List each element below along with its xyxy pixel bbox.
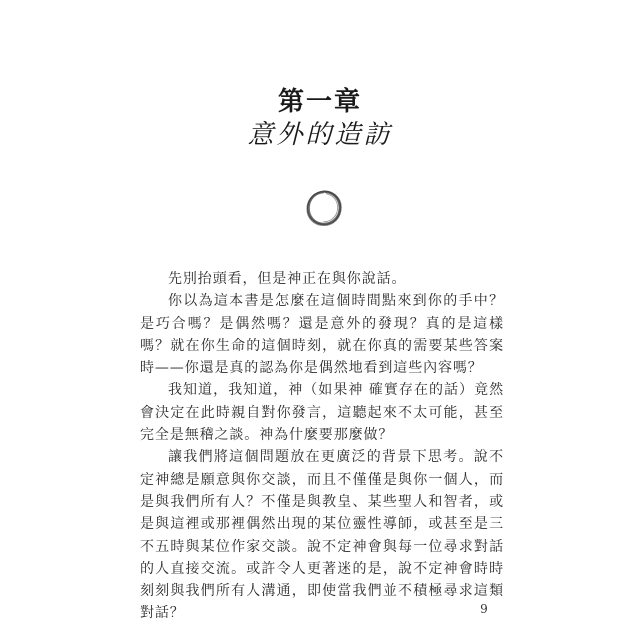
hand-drawn-circle-icon — [302, 186, 346, 230]
paragraph: 先別抬頭看，但是神正在與你說話。 — [168, 271, 407, 287]
page-number: 9 — [480, 602, 488, 616]
paragraph: 讓我們將這個問題放在更廣泛的背景下思考。說不定神總是願意與你交談，而且不僅僅是與你一個人，而是與我們所有人？不僅是與教皇、某些聖人和智者，或是與這裡或那裡偶然出現的某位靈性導師，或甚至是三不五時與某位作家交談。說不定神會與每一位尋求對話的人直接交流。或許令人更著迷的是，說不定神會時時刻刻與我們所有人溝通，即使當我們並不積極尋求這類對話？ — [140, 449, 504, 622]
paragraph: 我知道，我知道，神（如果神 確實存在的話）竟然會決定在此時親自對你發言，這聽起來不太可能，甚至完全是無稽之談。神為什麼要那麼做？ — [140, 382, 504, 444]
chapter-title: 意外的造訪 — [247, 120, 393, 150]
paragraph: 你以為這本書是怎麼在這個時間點來到你的手中？是巧合嗎？是偶然嗎？還是意外的發現？真的是這樣嗎？就在你生命的這個時刻，就在你真的需要某些答案時——你還是真的認為你是偶然地看到這些內容嗎？ — [140, 293, 504, 377]
chapter-number: 第一章 — [277, 87, 362, 117]
body-text — [140, 268, 504, 625]
